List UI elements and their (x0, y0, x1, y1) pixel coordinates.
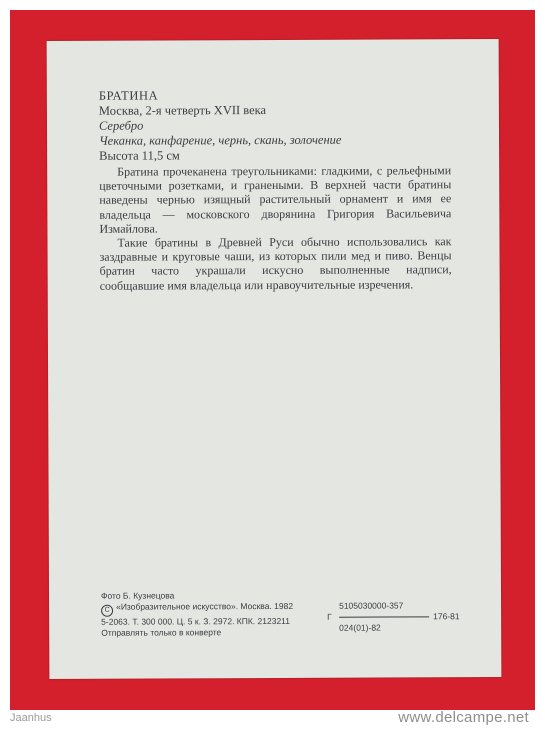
credits (101, 590, 293, 639)
item-title: БРАТИНА (98, 88, 159, 103)
copyright-icon: C (101, 605, 113, 617)
photo-credit: Фото Б. Кузнецова (101, 590, 175, 601)
code-bottom: 024(01)-82 (339, 622, 381, 633)
item-place-date: Москва, 2-я четверть XVII века (98, 103, 267, 118)
description (99, 163, 452, 292)
code-fraction-row (327, 611, 460, 623)
code-right: 176-81 (433, 611, 460, 622)
mailing-note: Отправлять только в конверте (101, 627, 222, 638)
publisher: «Изобразительное искусство». Москва. 1982 (116, 600, 294, 612)
item-material: Серебро (98, 118, 144, 133)
postcard-back (47, 39, 502, 679)
catalog-codes (327, 600, 460, 634)
code-top: 5105030000-357 (339, 600, 404, 611)
fraction-line (339, 617, 429, 618)
seller-watermark: Jaanhus (10, 712, 52, 724)
print-info: 5-2063. Т. 300 000. Ц. 5 к. З. 2972. КПК. 2123211 (101, 615, 291, 627)
postcard-heading (99, 88, 342, 164)
item-technique: Чеканка, канфарение, чернь, скань, золочение (99, 132, 342, 148)
site-watermark: www.delcampe.net (398, 709, 529, 726)
item-height: Высота 11,5 см (99, 148, 180, 163)
description-paragraph: Такие братины в Древней Руси обычно использовались как заздравные и круговые чаши, из которых пили мед и пиво. Венцы братин часто украшали искусно выполненные надписи, сообщавшие имя владельца или нравоучительные изречения. (99, 234, 452, 293)
description-paragraph: Братина прочеканена треугольниками: гладкими, с рельефными цветочными розетками, и гранеными. В верхней части братины наведены чернью изящный растительный орнамент и имя ее владельца — московского дворянина Григория Васильевича Измайлова. (99, 163, 452, 236)
code-g: Г (327, 611, 332, 622)
publisher-line (101, 601, 293, 617)
